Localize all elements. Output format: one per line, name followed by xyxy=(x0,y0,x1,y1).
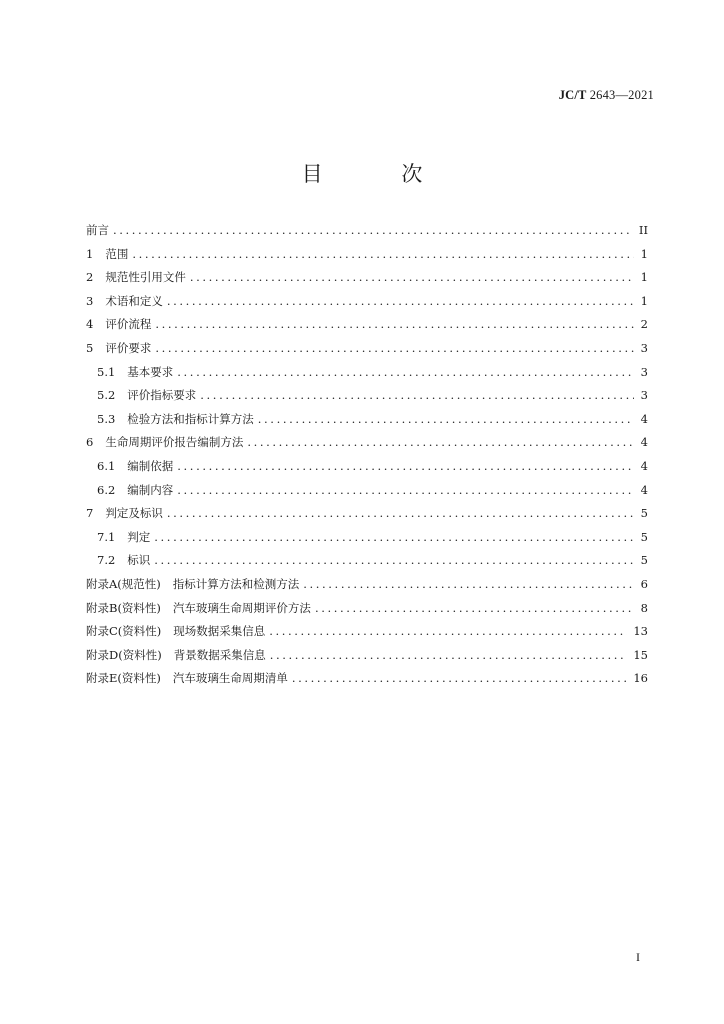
toc-dot-leader xyxy=(154,549,634,573)
toc-entry[interactable] xyxy=(86,384,648,408)
toc-entry[interactable] xyxy=(86,620,648,644)
toc-dot-leader xyxy=(113,219,633,243)
toc-entry[interactable] xyxy=(86,502,648,526)
toc-entry-page: 6 xyxy=(640,576,648,591)
toc-dot-leader xyxy=(155,337,634,361)
toc-dot-leader xyxy=(270,644,628,668)
toc-entry[interactable] xyxy=(86,337,648,361)
toc-entry[interactable] xyxy=(86,266,648,290)
toc-entry-number: 附录C(资料性) xyxy=(86,624,162,639)
toc-entry-page: 3 xyxy=(640,388,648,403)
toc-entry-label: 评价指标要求 xyxy=(127,388,197,403)
toc-entry-page: 3 xyxy=(640,364,648,379)
toc-entry-page: 3 xyxy=(640,340,648,355)
toc-entry-page: 4 xyxy=(640,411,648,426)
toc-entry-label: 前言 xyxy=(86,223,109,237)
toc-entry-number: 7.1 xyxy=(97,529,116,544)
toc-entry-number: 4 xyxy=(86,317,94,332)
toc-entry-page: 4 xyxy=(640,458,648,473)
toc-entry-page: 15 xyxy=(633,647,648,662)
toc-entry-label: 基本要求 xyxy=(127,364,174,379)
toc-dot-leader xyxy=(303,573,634,597)
toc-entry[interactable] xyxy=(86,597,648,621)
toc-entry-label: 判定及标识 xyxy=(105,506,163,521)
toc-entry[interactable] xyxy=(86,667,648,691)
toc-dot-leader xyxy=(190,266,634,290)
toc-entry[interactable] xyxy=(86,573,648,597)
toc-entry-label: 汽车玻璃生命周期评价方法 xyxy=(172,600,311,615)
toc-entry-number: 6.1 xyxy=(97,458,116,473)
toc-entry-page: 1 xyxy=(640,270,648,285)
toc-entry-label: 范围 xyxy=(105,246,129,261)
toc-entry-label: 编制内容 xyxy=(127,482,174,497)
toc-dot-leader xyxy=(315,597,634,621)
toc-entry[interactable] xyxy=(86,290,648,314)
toc-entry-page: 5 xyxy=(640,506,648,521)
toc-dot-leader xyxy=(269,620,627,644)
toc-dot-leader xyxy=(177,455,634,479)
toc-entry-label: 现场数据采集信息 xyxy=(173,624,266,639)
toc-entry-number: 5 xyxy=(86,340,94,355)
toc-entry-number: 6 xyxy=(86,435,94,450)
toc-entry-number: 5.1 xyxy=(97,364,116,379)
toc-entry-number: 1 xyxy=(86,246,94,261)
toc-entry-label: 检验方法和指标计算方法 xyxy=(127,411,254,426)
toc-dot-leader xyxy=(177,361,634,385)
toc-entry-page: II xyxy=(638,223,648,237)
toc-entry-number: 7 xyxy=(86,506,94,521)
toc-entry[interactable] xyxy=(86,408,648,432)
toc-entry-page: 1 xyxy=(640,246,648,261)
page-number: I xyxy=(636,950,640,964)
table-of-contents xyxy=(86,219,648,691)
toc-entry-label: 术语和定义 xyxy=(105,293,163,308)
standard-code-number: 2643—2021 xyxy=(589,88,654,102)
toc-entry-label: 评价要求 xyxy=(105,340,152,355)
toc-entry-label: 汽车玻璃生命周期清单 xyxy=(172,671,288,686)
toc-entry[interactable] xyxy=(86,644,648,668)
toc-dot-leader xyxy=(155,313,634,337)
toc-entry-label: 评价流程 xyxy=(105,317,152,332)
toc-entry-page: 1 xyxy=(640,293,648,308)
toc-entry[interactable] xyxy=(86,313,648,337)
toc-entry-number: 7.2 xyxy=(97,553,116,568)
toc-entry-page: 5 xyxy=(640,529,648,544)
toc-entry[interactable] xyxy=(86,479,648,503)
toc-entry-label: 判定 xyxy=(127,529,151,544)
toc-dot-leader xyxy=(167,290,634,314)
toc-dot-leader xyxy=(177,479,634,503)
toc-entry-page: 5 xyxy=(640,553,648,568)
toc-entry[interactable] xyxy=(86,549,648,573)
toc-entry-label: 背景数据采集信息 xyxy=(173,647,266,662)
toc-entry-label: 编制依据 xyxy=(127,458,174,473)
toc-entry-page: 8 xyxy=(640,600,648,615)
toc-dot-leader xyxy=(292,667,627,691)
toc-dot-leader xyxy=(247,431,634,455)
toc-entry-number: 附录D(资料性) xyxy=(86,647,162,662)
toc-entry-number: 3 xyxy=(86,293,94,308)
toc-entry[interactable] xyxy=(86,455,648,479)
toc-entry-page: 13 xyxy=(633,624,648,639)
toc-entry-label: 标识 xyxy=(127,553,151,568)
toc-dot-leader xyxy=(154,526,634,550)
toc-entry-page: 4 xyxy=(640,435,648,450)
toc-entry[interactable] xyxy=(86,526,648,550)
toc-entry-label: 规范性引用文件 xyxy=(105,270,186,285)
standard-code xyxy=(559,88,654,103)
toc-entry-number: 5.3 xyxy=(97,411,116,426)
toc-title: 目 次 xyxy=(301,162,459,186)
toc-entry-label: 生命周期评价报告编制方法 xyxy=(105,435,244,450)
toc-dot-leader xyxy=(132,243,634,267)
toc-entry-number: 2 xyxy=(86,270,94,285)
toc-entry-number: 附录A(规范性) xyxy=(86,576,161,591)
toc-entry[interactable] xyxy=(86,361,648,385)
toc-entry[interactable] xyxy=(86,243,648,267)
toc-entry-number: 5.2 xyxy=(97,388,116,403)
toc-entry[interactable] xyxy=(86,431,648,455)
toc-entry-page: 16 xyxy=(633,671,648,686)
toc-entry-page: 4 xyxy=(640,482,648,497)
toc-dot-leader xyxy=(200,384,634,408)
toc-dot-leader xyxy=(167,502,634,526)
toc-dot-leader xyxy=(258,408,634,432)
toc-entry-number: 附录B(资料性) xyxy=(86,600,161,615)
toc-entry[interactable] xyxy=(86,219,648,243)
toc-entry-page: 2 xyxy=(640,317,648,332)
toc-entry-label: 指标计算方法和检测方法 xyxy=(172,576,300,591)
standard-code-prefix: JC/T xyxy=(558,88,587,102)
toc-entry-number: 附录E(资料性) xyxy=(86,671,161,686)
toc-entry-number: 6.2 xyxy=(97,482,116,497)
